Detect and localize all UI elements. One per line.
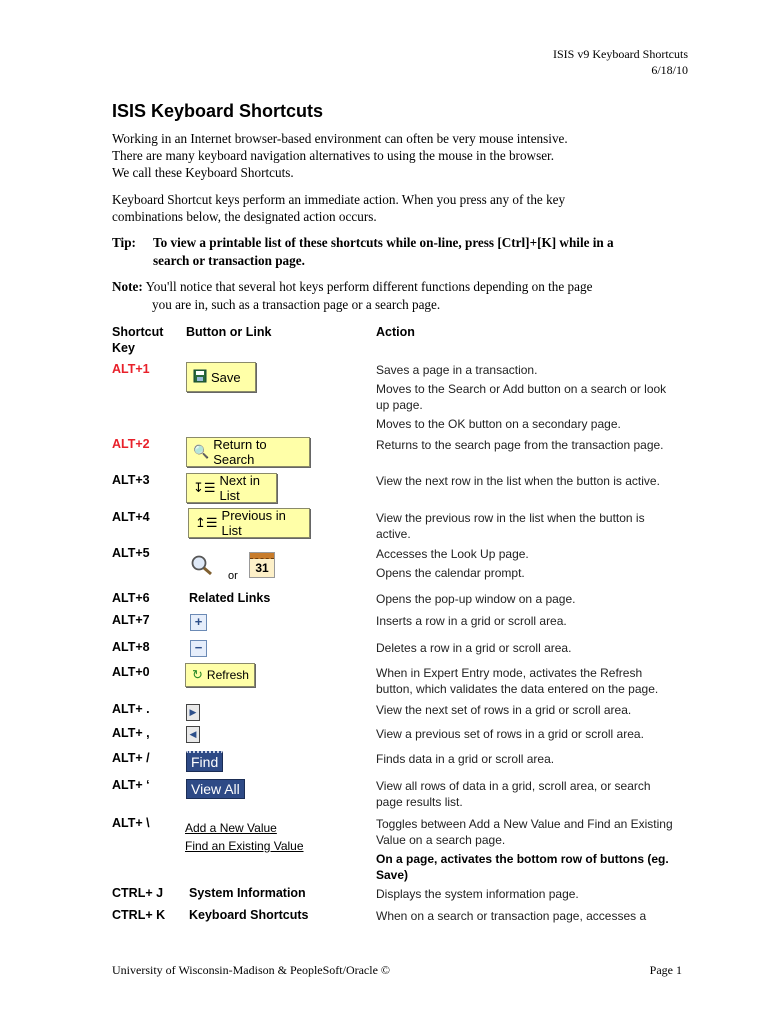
shortcut-action (376, 778, 696, 810)
magnifier-back-icon: 🔍 (193, 444, 210, 459)
save-button[interactable] (186, 362, 256, 392)
intro-line: Working in an Internet browser-based environment can often be very mouse intensive. (112, 131, 568, 146)
shortcut-action (376, 437, 696, 453)
refresh-button[interactable] (185, 663, 255, 687)
calendar-day: 31 (255, 561, 269, 575)
action-line: View the next row in the list when the button is active. (376, 474, 660, 488)
action-line: button, which validates the data entered on the page. (376, 682, 659, 696)
shortcut-action (376, 816, 696, 883)
add-new-value-link[interactable]: Add a New Value (185, 821, 277, 835)
page-title: ISIS Keyboard Shortcuts (112, 101, 324, 121)
calendar-icon[interactable] (249, 552, 275, 578)
note-block (112, 278, 702, 314)
header-date: 6/18/10 (651, 63, 688, 77)
action-line: Displays the system information page. (376, 887, 579, 901)
shortcut-key: ALT+ ‘ (112, 778, 150, 792)
button-label: Previous in List (221, 508, 286, 538)
action-line: Moves to the OK button on a secondary page. (376, 417, 621, 431)
column-header-text: Key (112, 341, 135, 355)
button-label: Save (211, 369, 241, 385)
shortcut-key: ALT+3 (112, 473, 150, 487)
view-all-button[interactable]: View All (186, 779, 245, 799)
column-header-action: Action (376, 325, 415, 339)
shortcut-key: ALT+ , (112, 726, 150, 740)
previous-rows-icon[interactable]: ◀ (186, 726, 200, 743)
shortcut-key: ALT+5 (112, 546, 150, 560)
action-line: page results list. (376, 795, 463, 809)
shortcut-key: ALT+7 (112, 613, 150, 627)
tip-line: To view a printable list of these shortcuts while on-line, press [Ctrl]+[K] while in a (153, 235, 614, 250)
tip-line: search or transaction page. (153, 253, 305, 268)
action-line: When in Expert Entry mode, activates the Refresh (376, 666, 643, 680)
shortcut-action (376, 362, 696, 432)
action-line: Returns to the search page from the transaction page. (376, 438, 664, 452)
floppy-disk-icon (193, 369, 207, 386)
page-header (553, 46, 688, 78)
related-links-label[interactable]: Related Links (189, 591, 271, 605)
shortcut-action (376, 613, 696, 629)
intro-paragraph (112, 130, 692, 181)
footer-page-number: Page 1 (649, 963, 682, 977)
action-line: Inserts a row in a grid or scroll area. (376, 614, 567, 628)
shortcut-key: ALT+4 (112, 510, 150, 524)
intro-line: Keyboard Shortcut keys perform an immediate action. When you press any of the key (112, 192, 566, 207)
shortcut-action (376, 640, 696, 656)
action-line: Opens the calendar prompt. (376, 566, 525, 580)
shortcut-action (376, 665, 696, 697)
note-label: Note: (112, 279, 143, 294)
button-label: Return to Search (213, 437, 267, 467)
action-line: On a page, activates the bottom row of buttons (eg. (376, 852, 669, 866)
shortcut-action (376, 591, 696, 607)
previous-in-list-button[interactable] (188, 508, 310, 538)
action-line: View all rows of data in a grid, scroll area, or search (376, 779, 651, 793)
action-line: active. (376, 527, 411, 541)
shortcut-key: ALT+6 (112, 591, 150, 605)
keyboard-shortcuts-label[interactable]: Keyboard Shortcuts (189, 908, 309, 922)
action-line: Save) (376, 868, 409, 882)
header-doc-title: ISIS v9 Keyboard Shortcuts (553, 47, 688, 61)
action-line: up page. (376, 398, 423, 412)
note-line: you are in, such as a transaction page or a search page. (152, 297, 441, 312)
shortcut-paragraph (112, 191, 692, 225)
note-line: You'll notice that several hot keys perform different functions depending on the page (145, 279, 593, 294)
shortcut-key: ALT+1 (112, 362, 150, 376)
shortcut-key: ALT+ \ (112, 816, 150, 830)
action-line: View the previous row in the list when the button is (376, 511, 645, 525)
find-existing-value-link[interactable]: Find an Existing Value (185, 839, 304, 853)
action-line: Value on a search page. (376, 833, 506, 847)
action-line: Finds data in a grid or scroll area. (376, 752, 555, 766)
return-to-search-button[interactable] (186, 437, 310, 467)
shortcut-action (376, 546, 696, 581)
column-header-button: Button or Link (186, 325, 272, 339)
shortcut-key: ALT+ . (112, 702, 150, 716)
intro-line: We call these Keyboard Shortcuts. (112, 165, 294, 180)
next-rows-icon[interactable]: ▶ (186, 704, 200, 721)
column-header-key (112, 324, 163, 356)
shortcut-action (376, 702, 696, 718)
footer-copyright: University of Wisconsin-Madison & PeopleSoft/Oracle © (112, 963, 391, 977)
shortcut-key: ALT+8 (112, 640, 150, 654)
refresh-icon: ↻ (192, 667, 203, 682)
system-information-label[interactable]: System Information (189, 886, 306, 900)
action-line: Opens the pop-up window on a page. (376, 592, 576, 606)
shortcut-action (376, 510, 696, 542)
action-line: When on a search or transaction page, accesses a (376, 909, 647, 923)
previous-list-icon: ↥☰ (195, 515, 218, 530)
next-in-list-button[interactable] (186, 473, 277, 503)
action-line: Moves to the Search or Add button on a search or look (376, 382, 667, 396)
tip-block (112, 234, 702, 268)
action-line: View a previous set of rows in a grid or scroll area. (376, 727, 644, 741)
shortcut-action (376, 886, 696, 902)
shortcut-key: ALT+0 (112, 665, 150, 679)
action-line: View the next set of rows in a grid or scroll area. (376, 703, 632, 717)
action-line: Toggles between Add a New Value and Find an Existing (376, 817, 673, 831)
shortcut-action (376, 726, 696, 742)
calendar-rings (250, 553, 274, 559)
next-list-icon: ↧☰ (193, 480, 216, 495)
shortcut-key: ALT+2 (112, 437, 150, 451)
shortcut-action (376, 908, 696, 924)
action-line: Deletes a row in a grid or scroll area. (376, 641, 572, 655)
or-text: or (228, 570, 238, 582)
shortcut-action (376, 473, 696, 489)
action-line: Accesses the Look Up page. (376, 547, 529, 561)
column-header-text: Shortcut (112, 325, 164, 339)
find-button[interactable]: Find (186, 751, 223, 772)
delete-row-icon[interactable]: − (190, 640, 207, 657)
button-label: Next in List (219, 473, 261, 503)
intro-line: combinations below, the designated action occurs. (112, 209, 377, 224)
action-line: Saves a page in a transaction. (376, 363, 538, 377)
button-label: Refresh (206, 668, 249, 682)
intro-line: There are many keyboard navigation alternatives to using the mouse in the browser. (112, 148, 555, 163)
insert-row-icon[interactable]: + (190, 614, 207, 631)
shortcut-action (376, 751, 696, 767)
tip-label: Tip: (112, 235, 136, 250)
lookup-icon[interactable] (190, 554, 214, 581)
shortcut-key: ALT+ / (112, 751, 150, 765)
shortcut-key: CTRL+ J (112, 886, 164, 900)
shortcut-key: CTRL+ K (112, 908, 166, 922)
